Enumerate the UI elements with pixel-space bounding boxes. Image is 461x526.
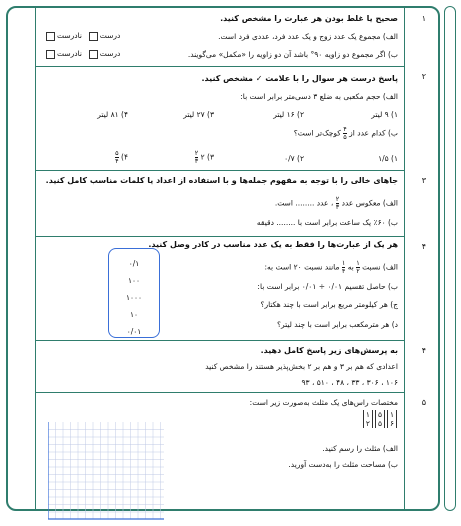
- triangle-vertices: [362, 410, 398, 428]
- false-checkbox[interactable]: [46, 50, 55, 59]
- question-number: ۳: [421, 176, 426, 185]
- fraction: $\frac{۴}{۵}$: [343, 125, 347, 141]
- exam-sheet: [6, 6, 440, 511]
- option-b3[interactable]: ۳) ۲ $\frac{۲}{۳}$: [194, 149, 214, 165]
- option-b2[interactable]: ۲) ۰/۷: [284, 154, 304, 163]
- right-margin-frame: [444, 6, 456, 511]
- box-value[interactable]: ۱۰: [129, 310, 139, 319]
- fill-blank-a: الف) معکوس عدد $\frac{۲}{۳}$ ، عدد ........ است.: [274, 195, 398, 211]
- question-number: ۴: [421, 242, 426, 251]
- true-label: درست: [99, 31, 121, 40]
- vertex-vector: ۱ ۶: [387, 410, 397, 428]
- question-number-column: [404, 8, 438, 509]
- question-3: [36, 170, 426, 237]
- vertex-vector: ۱ ۲: [363, 410, 373, 428]
- question-4-matching: [36, 236, 426, 341]
- false-checkbox[interactable]: [46, 32, 55, 41]
- false-label: نادرست: [57, 49, 82, 58]
- box-value[interactable]: ۱۰۰: [127, 276, 141, 285]
- coordinate-grid[interactable]: [48, 422, 166, 526]
- question-text: اعدادی که هم بر ۳ و هم بر ۲ بخش‌پذیر هستند را مشخص کنید: [205, 362, 398, 371]
- question-title: پاسخ درست هر سوال را با علامت ✓ مشخص کنید.: [201, 74, 398, 83]
- answer-box: [108, 248, 160, 338]
- item-a: الف) نسبت $\frac{۱}{۲}$ به $\frac{۱}{۴}$ مانند نسبت ۲۰ است به:: [264, 259, 398, 275]
- answer-options-a: [44, 31, 120, 41]
- question-number: ۵: [421, 398, 426, 407]
- item-d: د) هر مترمکعب برابر است با چند لیتر؟: [276, 320, 398, 329]
- question-number: ۲: [421, 72, 426, 81]
- true-checkbox[interactable]: [89, 50, 98, 59]
- vertex-vector: ۵ ۵: [375, 410, 385, 428]
- option-a4[interactable]: ۴) ۸۱ لیتر: [97, 110, 128, 119]
- statement-b: ب) اگر مجموع دو زاویه ۹۰° باشد آن دو زاویه را «مکمل» می‌گویند.: [187, 50, 398, 59]
- item-c: ج) هر کیلومتر مربع برابر است با چند هکتار؟: [260, 300, 398, 309]
- part-a: الف) مثلث را رسم کنید.: [322, 444, 398, 453]
- question-title: جاهای خالی را با توجه به مفهوم جمله‌ها و با استفاده از اعداد یا کلمات مناسب کامل کنید.: [45, 176, 398, 185]
- question-title: صحیح یا غلط بودن هر عبارت را مشخص کنید.: [220, 14, 398, 23]
- box-value[interactable]: ۱۰۰۰: [125, 293, 143, 302]
- question-number: ۱: [421, 14, 426, 23]
- option-b1[interactable]: ۱) ۱/۵: [378, 154, 398, 163]
- fill-blank-b: ب) ۶۰٪ یک ساعت برابر است با ........ دقیقه: [256, 218, 398, 227]
- item-b: ب) حاصل تقسیم ۰/۰۱ ÷ ۰/۰۱ برابر است با:: [257, 282, 398, 291]
- true-label: درست: [99, 49, 121, 58]
- question-title: مختصات راس‌های یک مثلث به‌صورت زیر است:: [249, 398, 398, 407]
- question-a: الف) حجم مکعبی به ضلع ۳ دسی‌متر برابر است با:: [240, 92, 398, 101]
- question-4-divisibility: [36, 340, 426, 393]
- answer-options-b: [44, 49, 120, 59]
- question-1: [36, 8, 426, 67]
- question-5: [36, 392, 426, 513]
- question-title: هر یک از عبارت‌ها را فقط به یک عدد مناسب در کادر وصل کنید.: [148, 240, 398, 249]
- option-a2[interactable]: ۲) ۱۶ لیتر: [273, 110, 304, 119]
- option-b4[interactable]: ۴) $\frac{۵}{۴}$: [115, 149, 128, 165]
- box-value[interactable]: ۰/۱: [128, 259, 140, 268]
- question-b: ب) کدام عدد از $\frac{۴}{۵}$ کوچک‌تر است؟: [293, 125, 398, 141]
- option-a3[interactable]: ۳) ۲۷ لیتر: [183, 110, 214, 119]
- statement-a: الف) مجموع یک عدد زوج و یک عدد فرد، عددی فرد است.: [218, 32, 398, 41]
- false-label: نادرست: [57, 31, 82, 40]
- question-2: [36, 66, 426, 171]
- score-column: [8, 8, 36, 509]
- option-a1[interactable]: ۱) ۹ لیتر: [371, 110, 398, 119]
- question-number: ۴: [421, 346, 426, 355]
- question-title: به پرسش‌های زیر پاسخ کامل دهید.: [260, 346, 398, 355]
- part-b: ب) مساحت مثلث را به‌دست آورید.: [288, 460, 398, 469]
- box-value[interactable]: ۰/۰۱: [126, 327, 142, 336]
- true-checkbox[interactable]: [89, 32, 98, 41]
- number-list: ۱۰۶ ، ۳۰۶ ، ۳۳ ، ۴۸ ، ۵۱۰ ، ۹۳: [301, 378, 398, 387]
